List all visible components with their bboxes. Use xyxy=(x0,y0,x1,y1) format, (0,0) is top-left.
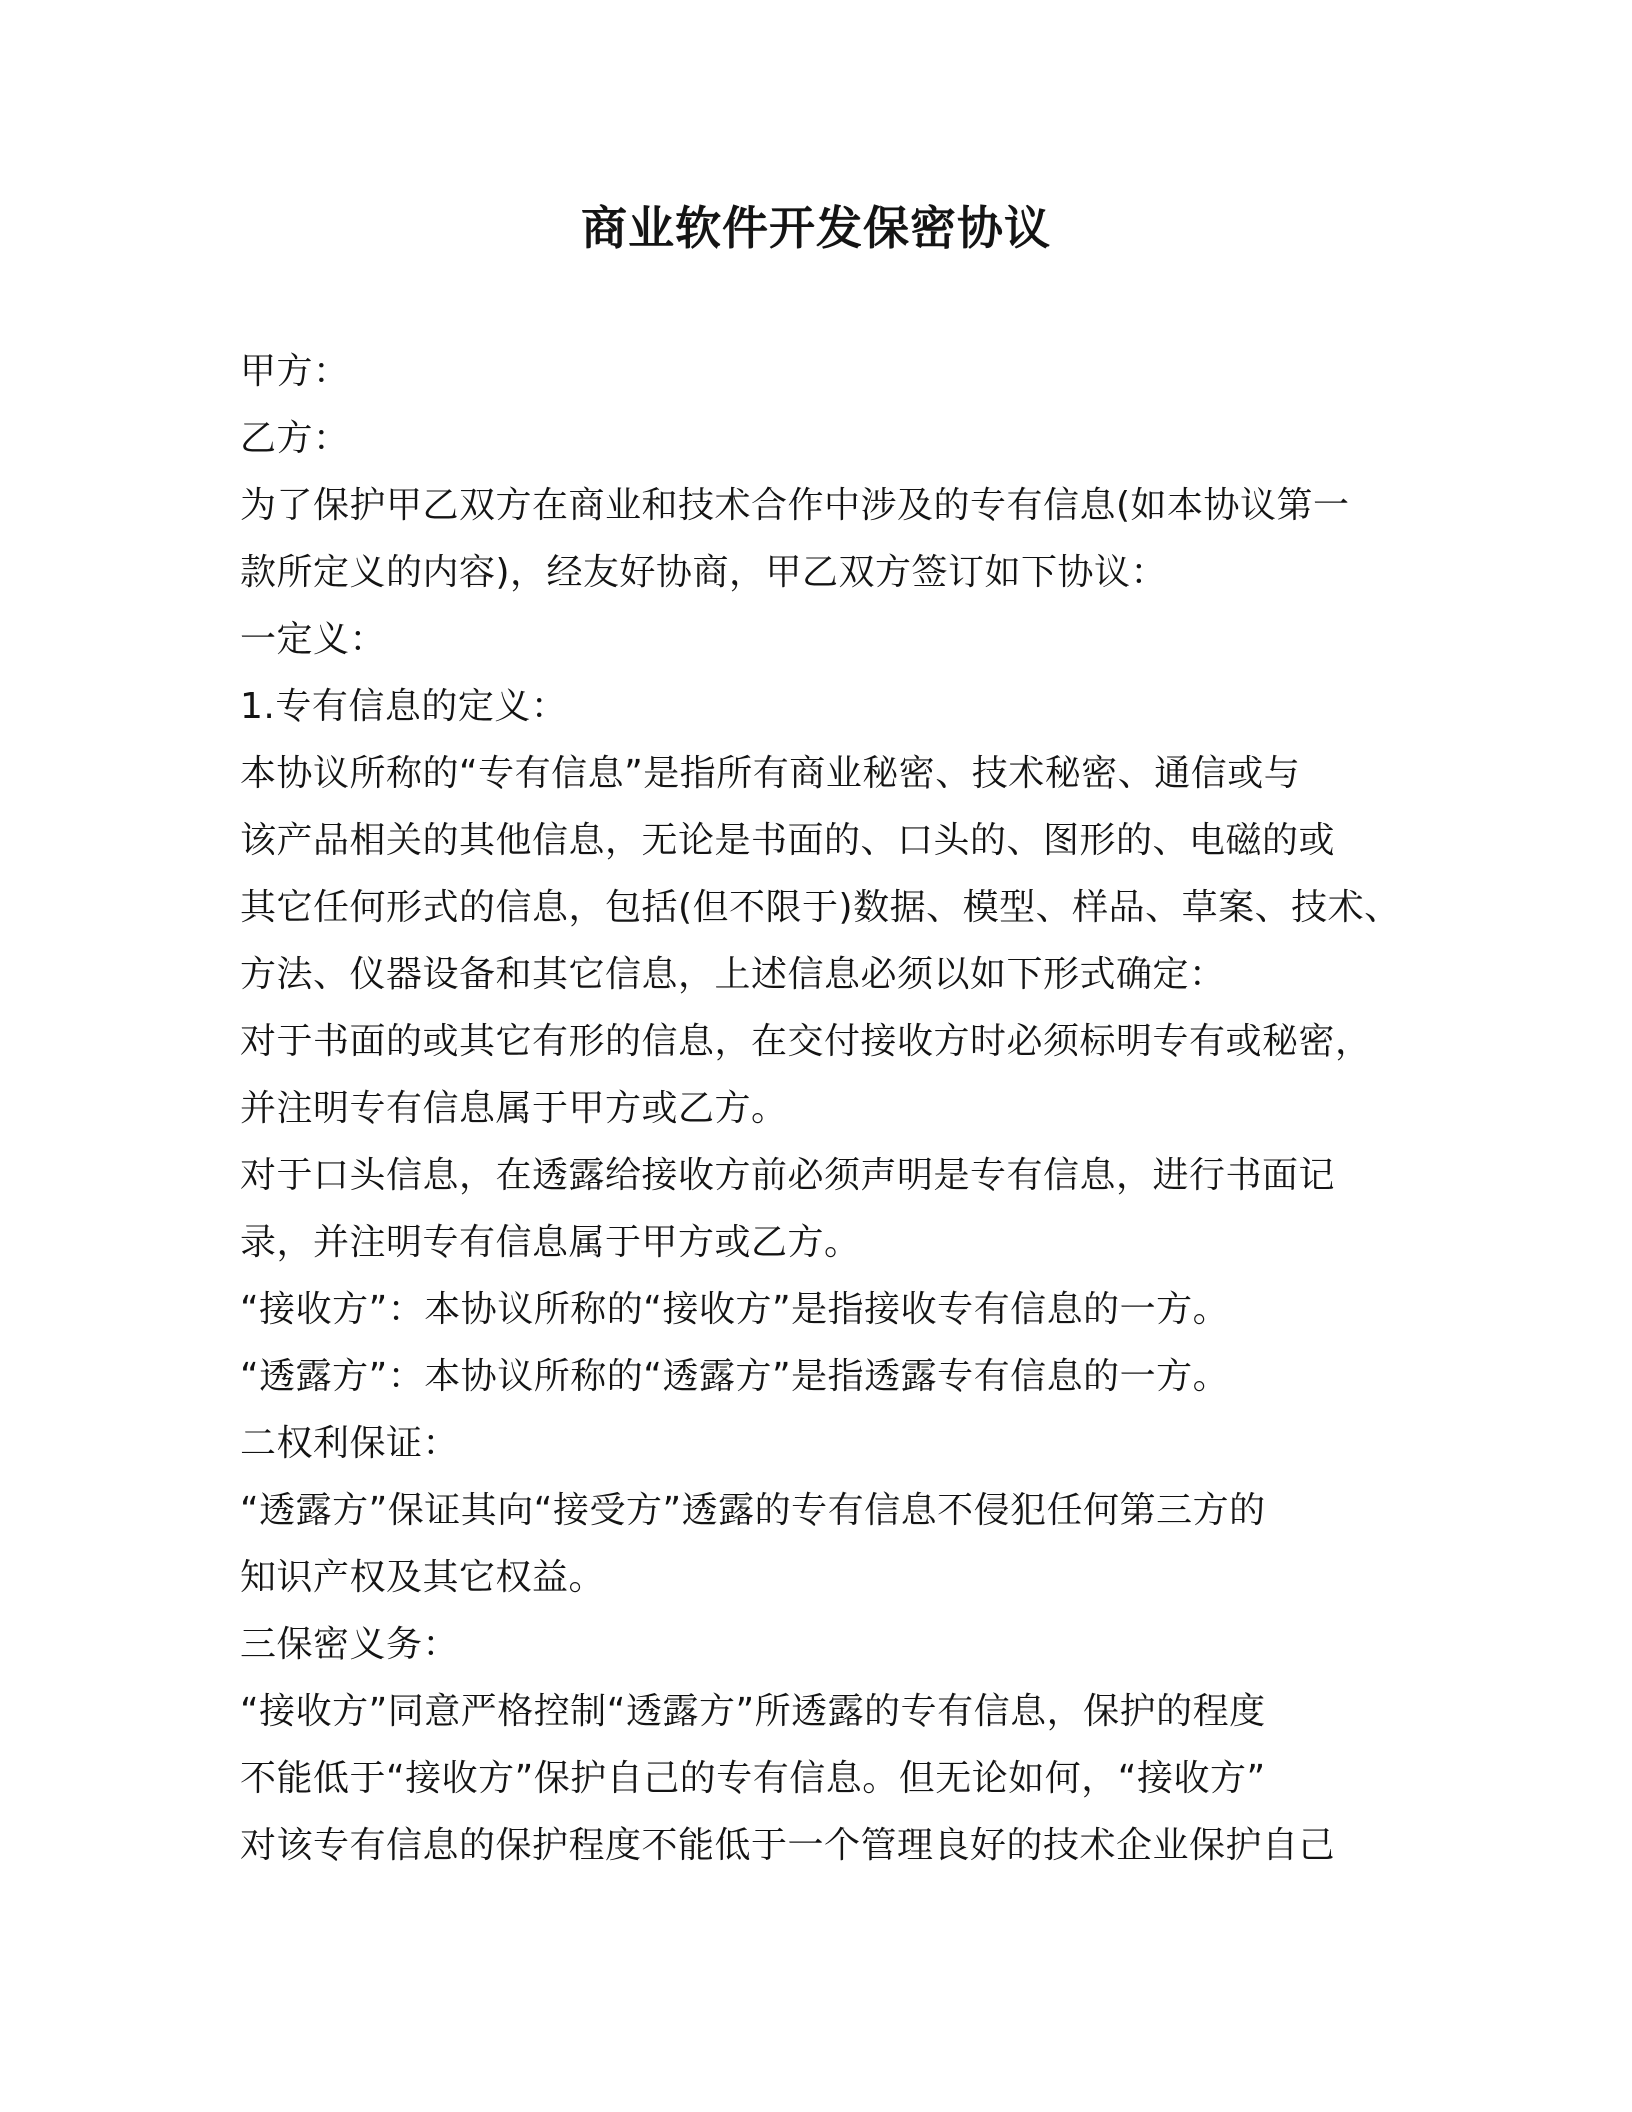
paragraph-line: 本协议所称的“专有信息”是指所有商业秘密、技术秘密、通信或与 xyxy=(240,753,1301,794)
paragraph-line: 不能低于“接收方”保护自己的专有信息。但无论如何，“接收方” xyxy=(240,1758,1266,1799)
party-a-line: 甲方： xyxy=(240,351,350,392)
paragraph-line: 对于口头信息，在透露给接收方前必须声明是专有信息，进行书面记 xyxy=(240,1155,1336,1196)
section-heading-definitions: 一定义： xyxy=(240,619,387,660)
document-body xyxy=(240,338,1420,1879)
document-title: 商业软件开发保密协议 xyxy=(581,201,1051,255)
paragraph-line: 该产品相关的其他信息，无论是书面的、口头的、图形的、电磁的或 xyxy=(240,820,1336,861)
party-b-line: 乙方： xyxy=(240,418,350,459)
paragraph-line: 录，并注明专有信息属于甲方或乙方。 xyxy=(240,1222,861,1263)
paragraph-line: 对该专有信息的保护程度不能低于一个管理良好的技术企业保护自己 xyxy=(240,1825,1336,1866)
preamble-line: 款所定义的内容)，经友好协商，甲乙双方签订如下协议： xyxy=(240,552,1168,593)
subsection-heading: 1.专有信息的定义： xyxy=(240,686,568,727)
paragraph-line: “接收方”同意严格控制“透露方”所透露的专有信息，保护的程度 xyxy=(240,1691,1266,1732)
paragraph-line: 对于书面的或其它有形的信息，在交付接收方时必须标明专有或秘密， xyxy=(240,1021,1372,1062)
paragraph-line: 并注明专有信息属于甲方或乙方。 xyxy=(240,1088,788,1129)
paragraph-line: 其它任何形式的信息，包括(但不限于)数据、模型、样品、草案、技术、 xyxy=(240,887,1401,928)
paragraph-line: 知识产权及其它权益。 xyxy=(240,1557,606,1598)
definition-line: “接收方”：本协议所称的“接收方”是指接收专有信息的一方。 xyxy=(240,1289,1230,1330)
section-heading-warranty: 二权利保证： xyxy=(240,1423,460,1464)
paragraph-line: 方法、仪器设备和其它信息，上述信息必须以如下形式确定： xyxy=(240,954,1226,995)
paragraph-line: “透露方”保证其向“接受方”透露的专有信息不侵犯任何第三方的 xyxy=(240,1490,1266,1531)
section-heading-confidentiality: 三保密义务： xyxy=(240,1624,460,1665)
preamble-line: 为了保护甲乙双方在商业和技术合作中涉及的专有信息(如本协议第一 xyxy=(240,485,1350,526)
definition-line: “透露方”：本协议所称的“透露方”是指透露专有信息的一方。 xyxy=(240,1356,1230,1397)
